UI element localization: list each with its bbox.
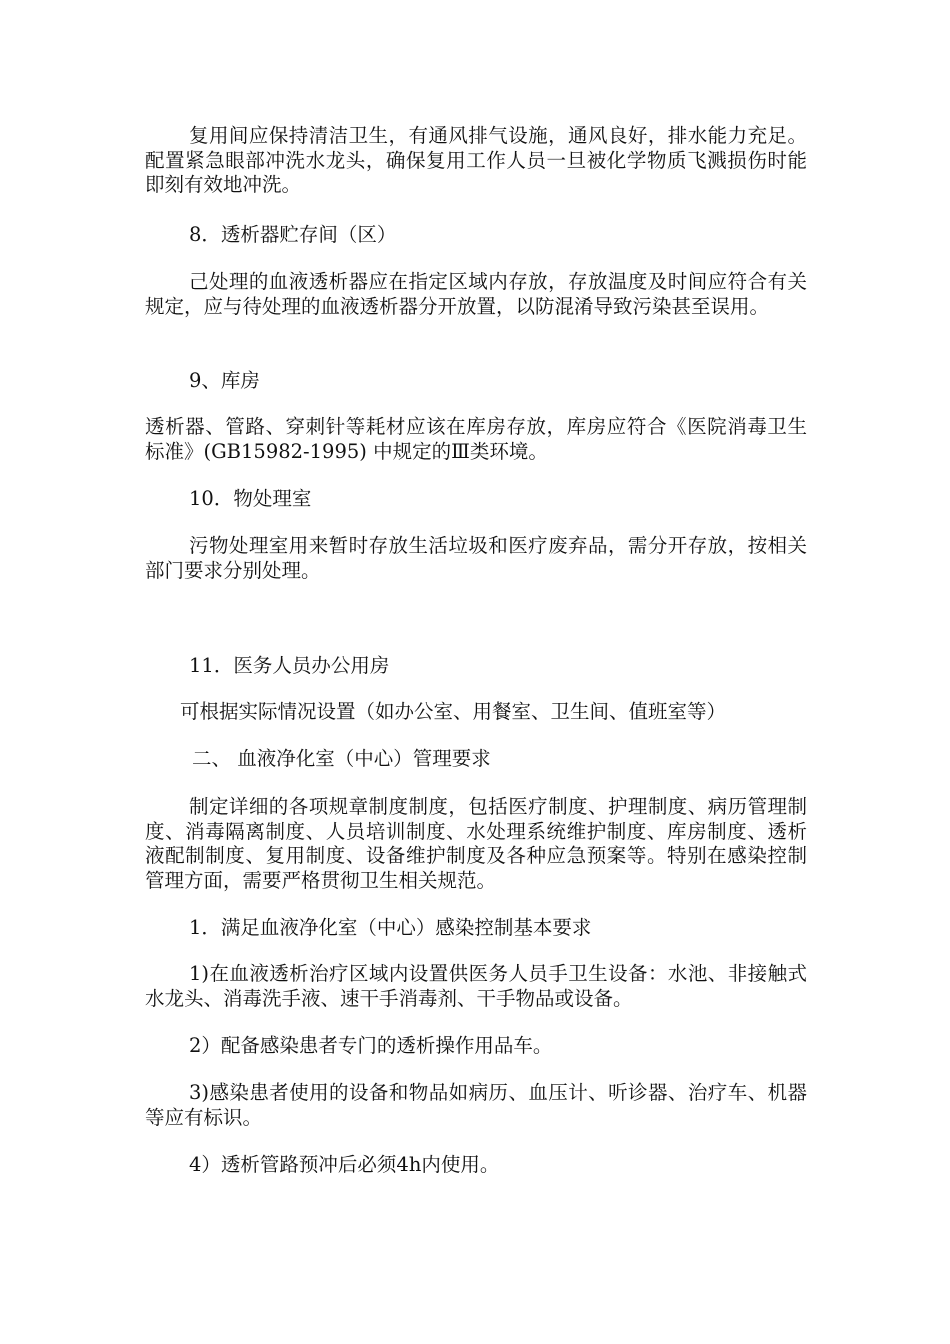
paragraph-reuse-room: 复用间应保持清洁卫生，有通风排气设施，通风良好，排水能力充足。配置紧急眼部冲洗水龙头，确保复用工作人员一旦被化学物质飞溅损伤时能即刻有效地冲洗。 xyxy=(145,124,807,197)
paragraph-staff-office: 可根据实际情况设置（如办公室、用餐室、卫生间、值班室等） xyxy=(180,700,727,723)
paragraph-waste-room: 污物处理室用来暂时存放生活垃圾和医疗废弃品，需分开存放，按相关部门要求分别处理。 xyxy=(145,534,807,582)
list-item-hand-hygiene: 1)在血液透析治疗区域内设置供医务人员手卫生设备：水池、非接触式水龙头、消毒洗手液、速干手消毒剂、干手物品或设备。 xyxy=(145,962,807,1010)
heading-staff-office: 11．医务人员办公用房 xyxy=(189,654,390,677)
heading-warehouse: 9、库房 xyxy=(189,369,260,392)
list-item-pipeline-use: 4）透析管路预冲后必须4h内使用。 xyxy=(189,1153,500,1176)
paragraph-management-rules: 制定详细的各项规章制度制度，包括医疗制度、护理制度、病历管理制度、消毒隔离制度、人员培训制度、水处理系统维护制度、库房制度、透析液配制制度、复用制度、设备维护制度及各种应急预案等。特别在感染控制管理方面，需要严格贯彻卫生相关规范。 xyxy=(145,795,807,892)
heading-dialyzer-storage: 8．透析器贮存间（区） xyxy=(189,223,397,246)
list-item-equipment-labels: 3)感染患者使用的设备和物品如病历、血压计、听诊器、治疗车、机器等应有标识。 xyxy=(145,1081,807,1129)
paragraph-warehouse: 透析器、管路、穿刺针等耗材应该在库房存放，库房应符合《医院消毒卫生标准》(GB15982-1995) 中规定的Ⅲ类环境。 xyxy=(145,415,807,463)
paragraph-dialyzer-storage: 己处理的血液透析器应在指定区域内存放，存放温度及时间应符合有关规定，应与待处理的血液透析器分开放置，以防混淆导致污染甚至误用。 xyxy=(145,270,807,318)
heading-waste-room: 10．物处理室 xyxy=(189,487,312,510)
section-heading-management: 二、 血液净化室（中心）管理要求 xyxy=(192,747,491,770)
heading-infection-control: 1．满足血液净化室（中心）感染控制基本要求 xyxy=(189,916,592,939)
list-item-dedicated-cart: 2）配备感染患者专门的透析操作用品车。 xyxy=(189,1034,553,1057)
